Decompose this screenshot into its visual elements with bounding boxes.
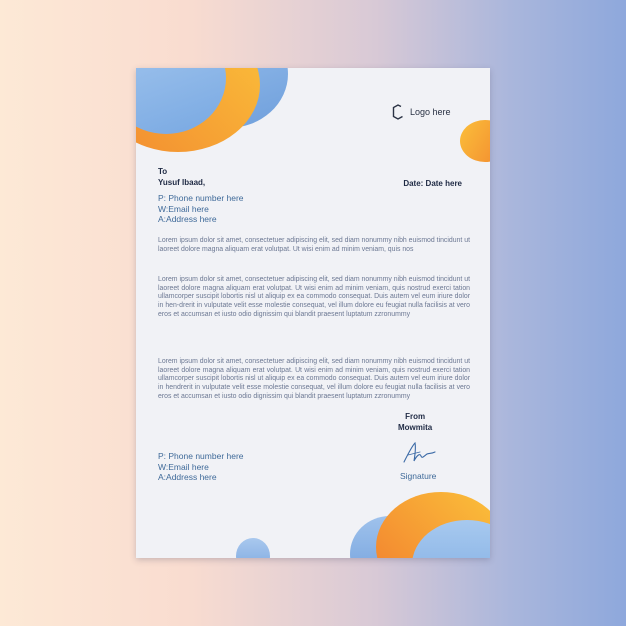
- contact-block-top: [158, 193, 244, 225]
- decor-orange-circle-right: [460, 120, 490, 162]
- email-text: W:Email here: [158, 461, 209, 472]
- body-paragraph-1: Lorem ipsum dolor sit amet, consectetuer adipiscing elit, sed diam nonummy nibh euismod tincidunt ut laoreet dolore magna aliquam erat volutpat. Ut wisi enim ad minim veniam, quis nos: [158, 237, 470, 253]
- logo-text: Logo here: [410, 107, 451, 117]
- address-text: A:Address here: [158, 472, 217, 482]
- hexagon-icon: [392, 104, 404, 120]
- phone-text: P: Phone number here: [158, 451, 244, 461]
- recipient-block: [158, 166, 205, 188]
- address-text: A:Address here: [158, 214, 217, 224]
- logo: [392, 104, 451, 120]
- sender-block: [398, 412, 432, 433]
- email-text: W:Email here: [158, 203, 209, 214]
- signature-image: [402, 440, 438, 466]
- sender-label: From: [405, 412, 426, 421]
- phone-text: P: Phone number here: [158, 193, 244, 203]
- recipient-name: Yusuf Ibaad,: [158, 178, 206, 187]
- signature-label: Signature: [400, 471, 437, 481]
- letterhead-page: [136, 68, 490, 558]
- recipient-label: To: [158, 167, 168, 176]
- body-paragraph-2: Lorem ipsum dolor sit amet, consectetuer adipiscing elit, sed diam nonummy nibh euismod tincidunt ut laoreet dolore magna aliquam erat volutpat. Ut wisi enim ad minim veniam, quis nostrud exerci tation ullamcorper suscipit lobortis nisl ut aliquip ex ea commodo consequat. Duis autem vel eum iriure dolor in hen-drerit in vulputate velit esse molestie consequat, vel illum dolore eu feugiat nulla facilisis at vero eros et accumsan et iusto odio dignissim qui blandit praesent luptatum zzronummy: [158, 276, 470, 318]
- decor-blue-circle-bottom-left: [236, 538, 270, 558]
- contact-block-bottom: [158, 451, 244, 483]
- date-text: Date: Date here: [403, 179, 462, 188]
- sender-name: Mowmita: [398, 422, 433, 432]
- body-paragraph-3: Lorem ipsum dolor sit amet, consectetuer adipiscing elit, sed diam nonummy nibh euismod tincidunt ut laoreet dolore magna aliquam erat volutpat. Ut wisi enim ad minim veniam, quis nostrud exerci tation ullamcorper suscipit lobortis nisl ut aliquip ex ea commodo consequat. Duis autem vel eum iriure dolor in hendrerit in vulputate velit esse molestie consequat, vel illum dolore eu feugiat nulla facilisis at vero eros et accumsan et iusto odio dignissim qui blandit praesent luptatum zzronummy: [158, 358, 470, 400]
